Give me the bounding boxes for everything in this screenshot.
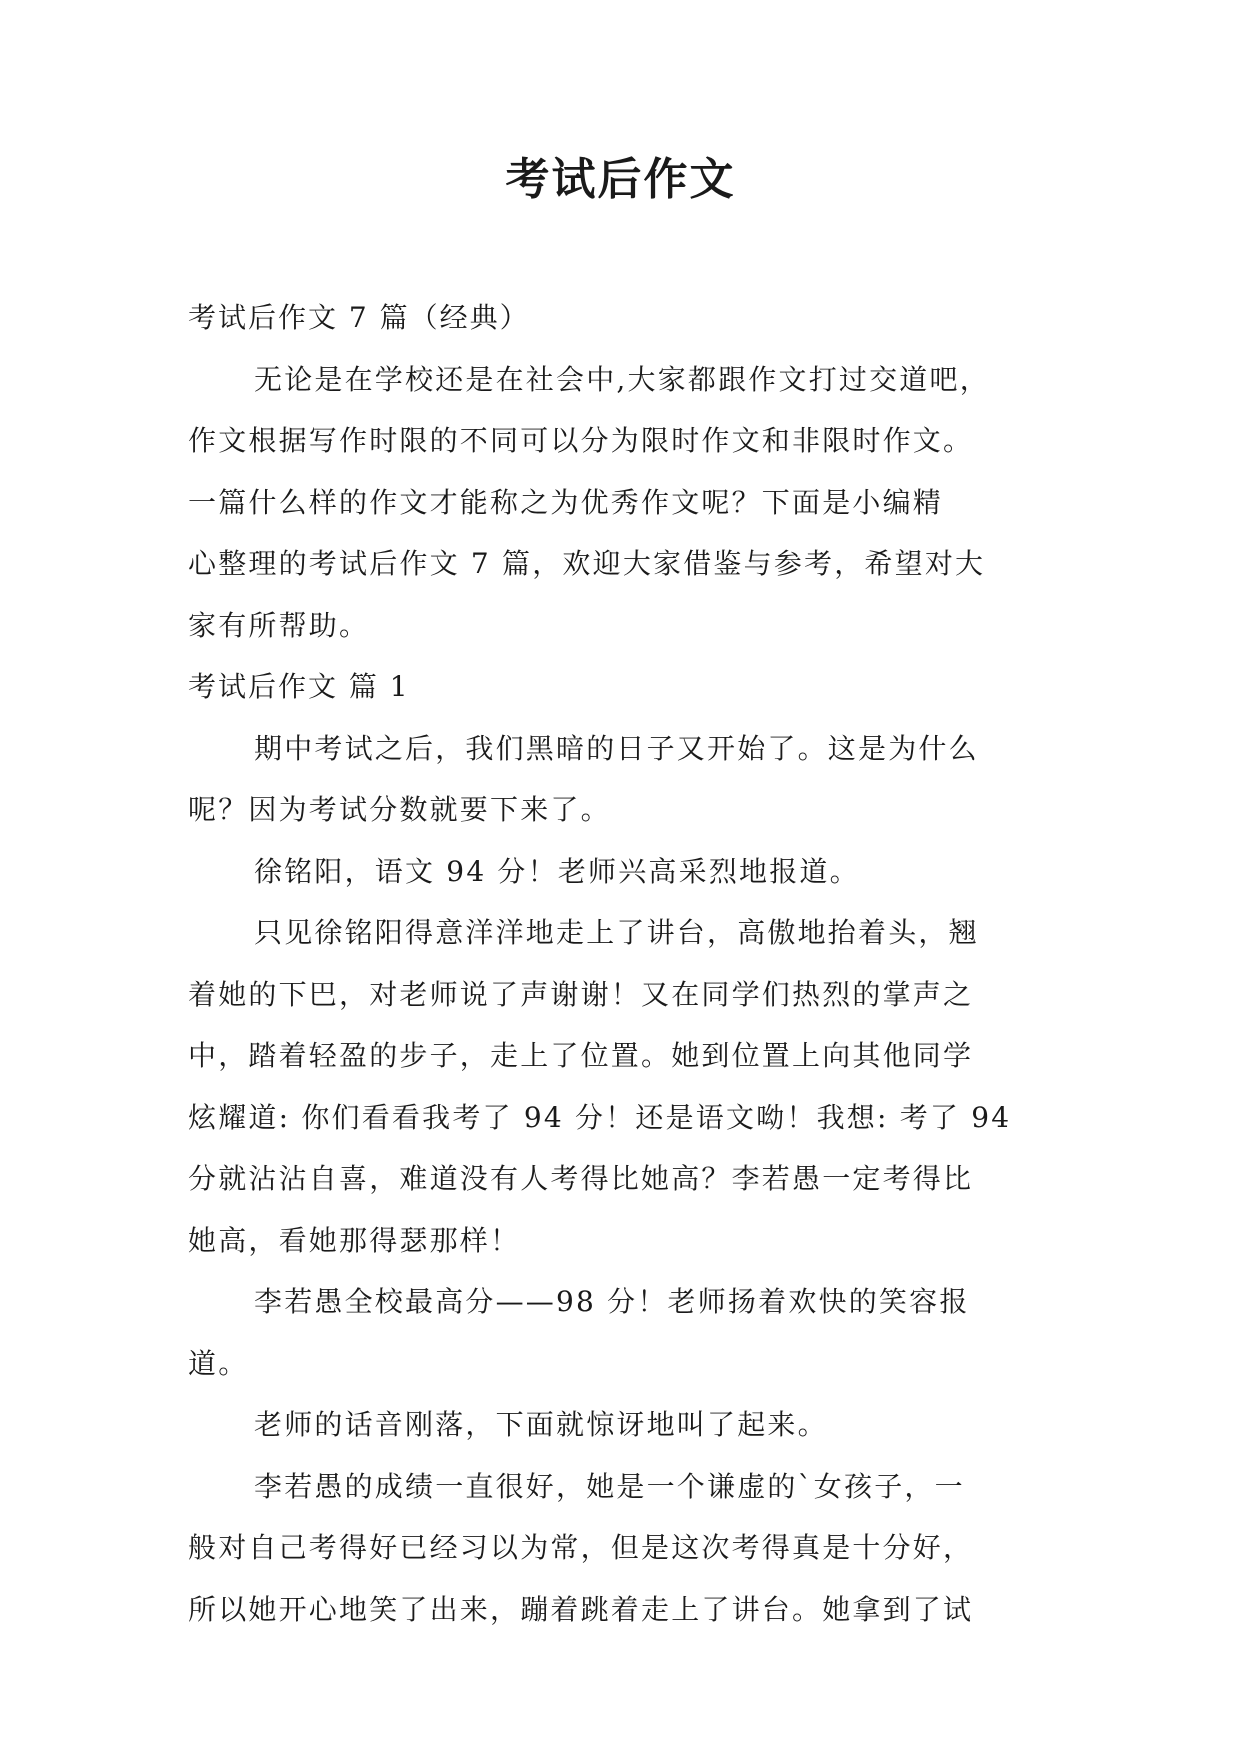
subtitle-line: 考试后作文 7 篇（经典） [188, 301, 530, 334]
paragraph-line: 般对自己考得好已经习以为常，但是这次考得真是十分好， [188, 1531, 974, 1564]
paragraph-line: 分就沾沾自喜，难道没有人考得比她高？李若愚一定考得比 [188, 1162, 974, 1195]
paragraph-line: 家有所帮助。 [188, 608, 370, 642]
paragraph-line: 作文根据写作时限的不同可以分为限时作文和非限时作文。 [188, 424, 974, 457]
paragraph-line: 中，踏着轻盈的步子，走上了位置。她到位置上向其他同学 [188, 1039, 974, 1072]
paragraph-line: 所以她开心地笑了出来，蹦着跳着走上了讲台。她拿到了试 [188, 1592, 974, 1626]
paragraph-line: 老师的话音刚落，下面就惊讶地叫了起来。 [254, 1408, 828, 1441]
paragraph-line: 徐铭阳，语文 94 分！老师兴高采烈地报道。 [254, 854, 860, 888]
document-title: 考试后作文 [505, 154, 736, 205]
document-body [188, 287, 1058, 1640]
paragraph-line: 炫耀道: 你们看看我考了 94 分！还是语文呦！我想: 考了 94 [188, 1100, 1012, 1134]
paragraph-line: 她高，看她那得瑟那样！ [188, 1223, 521, 1257]
paragraph-line: 期中考试之后，我们黑暗的日子又开始了。这是为什么 [254, 731, 979, 765]
paragraph-line: 李若愚的成绩一直很好，她是一个谦虚的`女孩子，一 [254, 1469, 965, 1503]
paragraph-line: 一篇什么样的作文才能称之为优秀作文呢？下面是小编精 [188, 485, 944, 519]
paragraph-line: 无论是在学校还是在社会中,大家都跟作文打过交道吧， [254, 362, 990, 396]
paragraph-line: 只见徐铭阳得意洋洋地走上了讲台，高傲地抬着头，翘 [254, 916, 979, 949]
paragraph-line: 道。 [188, 1346, 249, 1380]
paragraph-line: 着她的下巴，对老师说了声谢谢！又在同学们热烈的掌声之 [188, 977, 974, 1011]
paragraph-line: 李若愚全校最高分——98 分！老师扬着欢快的笑容报 [254, 1285, 970, 1318]
paragraph-line: 呢？因为考试分数就要下来了。 [188, 793, 611, 826]
section-heading: 考试后作文 篇 1 [188, 670, 410, 703]
paragraph-line: 心整理的考试后作文 7 篇，欢迎大家借鉴与参考，希望对大 [188, 547, 986, 580]
